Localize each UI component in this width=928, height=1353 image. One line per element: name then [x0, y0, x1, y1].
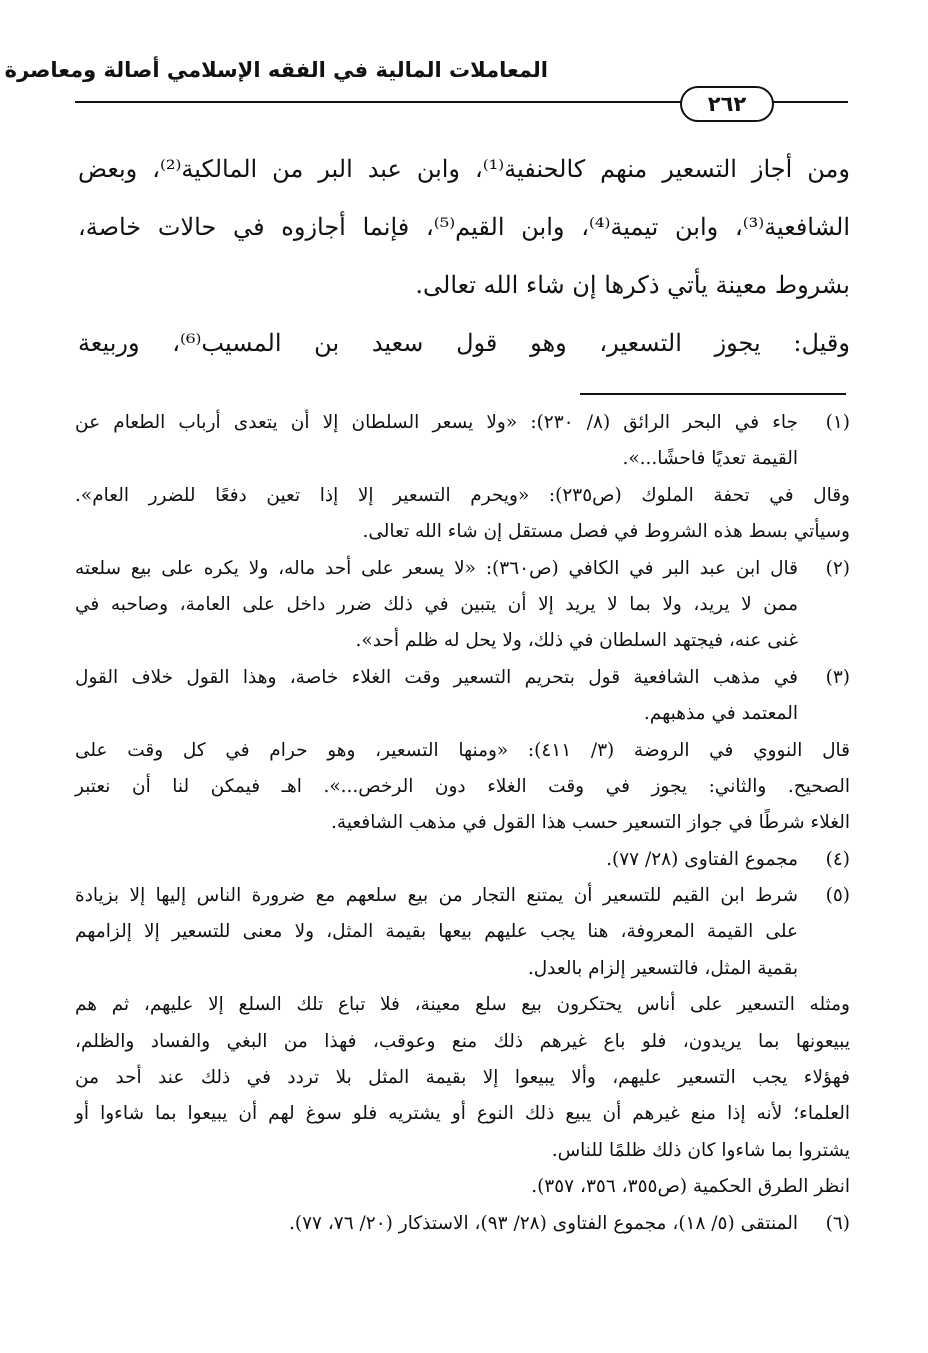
footnote-line — [75, 623, 850, 659]
footnote-line — [75, 1096, 850, 1132]
footnote-line — [75, 551, 850, 587]
footnote-number: (١) — [825, 412, 850, 433]
footnote-text: القيمة تعديًا فاحشًا...». — [622, 448, 798, 470]
footnotes — [75, 405, 850, 1242]
body-line: الشافعية⁽³⁾، وابن تيمية⁽⁴⁾، وابن القيم⁽⁵⁾، فإنما أجازوه في حالات خاصة، — [78, 213, 850, 241]
footnote-text: وقال في تحفة الملوك (ص٢٣٥): «ويحرم التسعير إلا إذا تعين دفعًا للضرر العام». — [75, 484, 850, 506]
footnote-line — [75, 951, 850, 987]
footnote-line — [75, 514, 850, 550]
footnote-text: قال النووي في الروضة (٣/ ٤١١): «ومنها التسعير، وهو حرام في كل وقت على — [75, 739, 850, 761]
footnote-text: مجموع الفتاوى (٢٨/ ٧٧). — [606, 848, 798, 870]
footnote-line — [75, 733, 850, 769]
footnote-line — [75, 1169, 850, 1205]
body-line: وقيل: يجوز التسعير، وهو قول سعيد بن المسيب⁽⁶⁾، وربيعة — [78, 329, 850, 357]
footnote-line — [75, 842, 850, 878]
main-text — [78, 140, 850, 372]
footnote-text: جاء في البحر الرائق (٨/ ٢٣٠): «ولا يسعر السلطان إلا أن يتعدى أرباب الطعام عن — [75, 412, 798, 433]
footnote-line — [75, 696, 850, 732]
footnote-text: في مذهب الشافعية قول بتحريم التسعير وقت الغلاء خاصة، وهذا القول خلاف القول — [75, 666, 798, 688]
footnote-line — [75, 769, 850, 805]
body-line: ومن أجاز التسعير منهم كالحنفية⁽¹⁾، وابن عبد البر من المالكية⁽²⁾، وبعض — [78, 155, 850, 183]
header-rule-left — [75, 101, 685, 103]
footnote-text: العلماء؛ لأنه إذا منع غيرهم أن يبيع ذلك النوع أو يشتريه فلو سوغ لهم أن يبيعوا بما شاءوا أو — [75, 1103, 850, 1125]
footnote-text: ممن لا يريد، ولا بما لا يريد إلا أن يتبين في ذلك ضرر داخل على العامة، وصاحبه في — [75, 593, 798, 615]
footnote-number: (٥) — [825, 885, 850, 907]
header-rule-right — [768, 101, 848, 103]
footnote-text: المعتمد في مذهبهم. — [643, 703, 798, 725]
footnote-line — [75, 805, 850, 841]
footnote-line — [75, 1060, 850, 1096]
footnote-line — [75, 478, 850, 514]
footnote-text: غنى عنه، فيجتهد السلطان في ذلك، ولا يحل له ظلم أحد». — [355, 630, 798, 652]
footnote-number: (٢) — [825, 557, 850, 579]
footnote-number: (٤) — [825, 848, 850, 870]
footnote-text: فهؤلاء يجب التسعير عليهم، وألا يبيعوا إلا بقيمة المثل بلا تردد في ذلك عند أحد من — [75, 1067, 850, 1089]
footnote-text: على القيمة المعروفة، هنا يجب عليهم بيعها بقيمة المثل، ولا معنى للتسعير إلا إلزامهم — [75, 921, 798, 943]
footnote-line — [75, 1133, 850, 1169]
footnote-text: الصحيح. والثاني: يجوز في وقت الغلاء دون الرخص...». اهـ فيمكن لنا أن نعتبر — [75, 775, 850, 797]
footnote-line — [75, 878, 850, 914]
footnote-text: المنتقى (٥/ ١٨)، مجموع الفتاوى (٢٨/ ٩٣)، الاستذكار (٢٠/ ٧٦، ٧٧). — [288, 1212, 798, 1234]
footnote-line — [75, 660, 850, 696]
footnote-text: يشتروا بما شاءوا كان ذلك ظلمًا للناس. — [551, 1139, 850, 1161]
footnote-line — [75, 987, 850, 1023]
footnote-number: (٣) — [825, 666, 850, 688]
footnote-line — [75, 1024, 850, 1060]
footnote-line — [75, 1206, 850, 1242]
running-title: المعاملات المالية في الفقه الإسلامي أصالة ومعاصرة — [4, 58, 548, 82]
footnote-text: وسيأتي بسط هذه الشروط في فصل مستقل إن شاء الله تعالى. — [362, 521, 850, 543]
footnote-line — [75, 441, 850, 477]
footnote-text: قال ابن عبد البر في الكافي (ص٣٦٠): «لا يسعر على أحد ماله، ولا يكره على بيع سلعته — [75, 557, 798, 579]
body-line: بشروط معينة يأتي ذكرها إن شاء الله تعالى. — [415, 271, 850, 299]
footnote-text: الغلاء شرطًا في جواز التسعير حسب هذا القول في مذهب الشافعية. — [331, 812, 850, 834]
page-number: ٢٦٢ — [680, 86, 774, 122]
footnote-text: انظر الطرق الحكمية (ص٣٥٥، ٣٥٦، ٣٥٧). — [531, 1176, 850, 1198]
footnote-line — [75, 914, 850, 950]
footnote-text: ومثله التسعير على أناس يحتكرون بيع سلع معينة، فلا تباع تلك السلع إلا عليهم، ثم هم — [75, 994, 850, 1016]
footnote-number: (٦) — [825, 1212, 850, 1234]
footnote-text: بقمية المثل، فالتسعير إلزام بالعدل. — [527, 957, 798, 979]
footnote-line — [75, 405, 850, 441]
footnote-text: شرط ابن القيم للتسعير أن يمتنع التجار من بيع سلعهم مع ضرورة الناس إليها إلا بزيادة — [75, 885, 798, 907]
footnote-separator — [580, 393, 846, 395]
footnote-text: يبيعونها بما يريدون، فلو باع غيرهم ذلك منع وعوقب، فهذا من البغي والفساد والظلم، — [75, 1030, 850, 1052]
footnote-line — [75, 587, 850, 623]
